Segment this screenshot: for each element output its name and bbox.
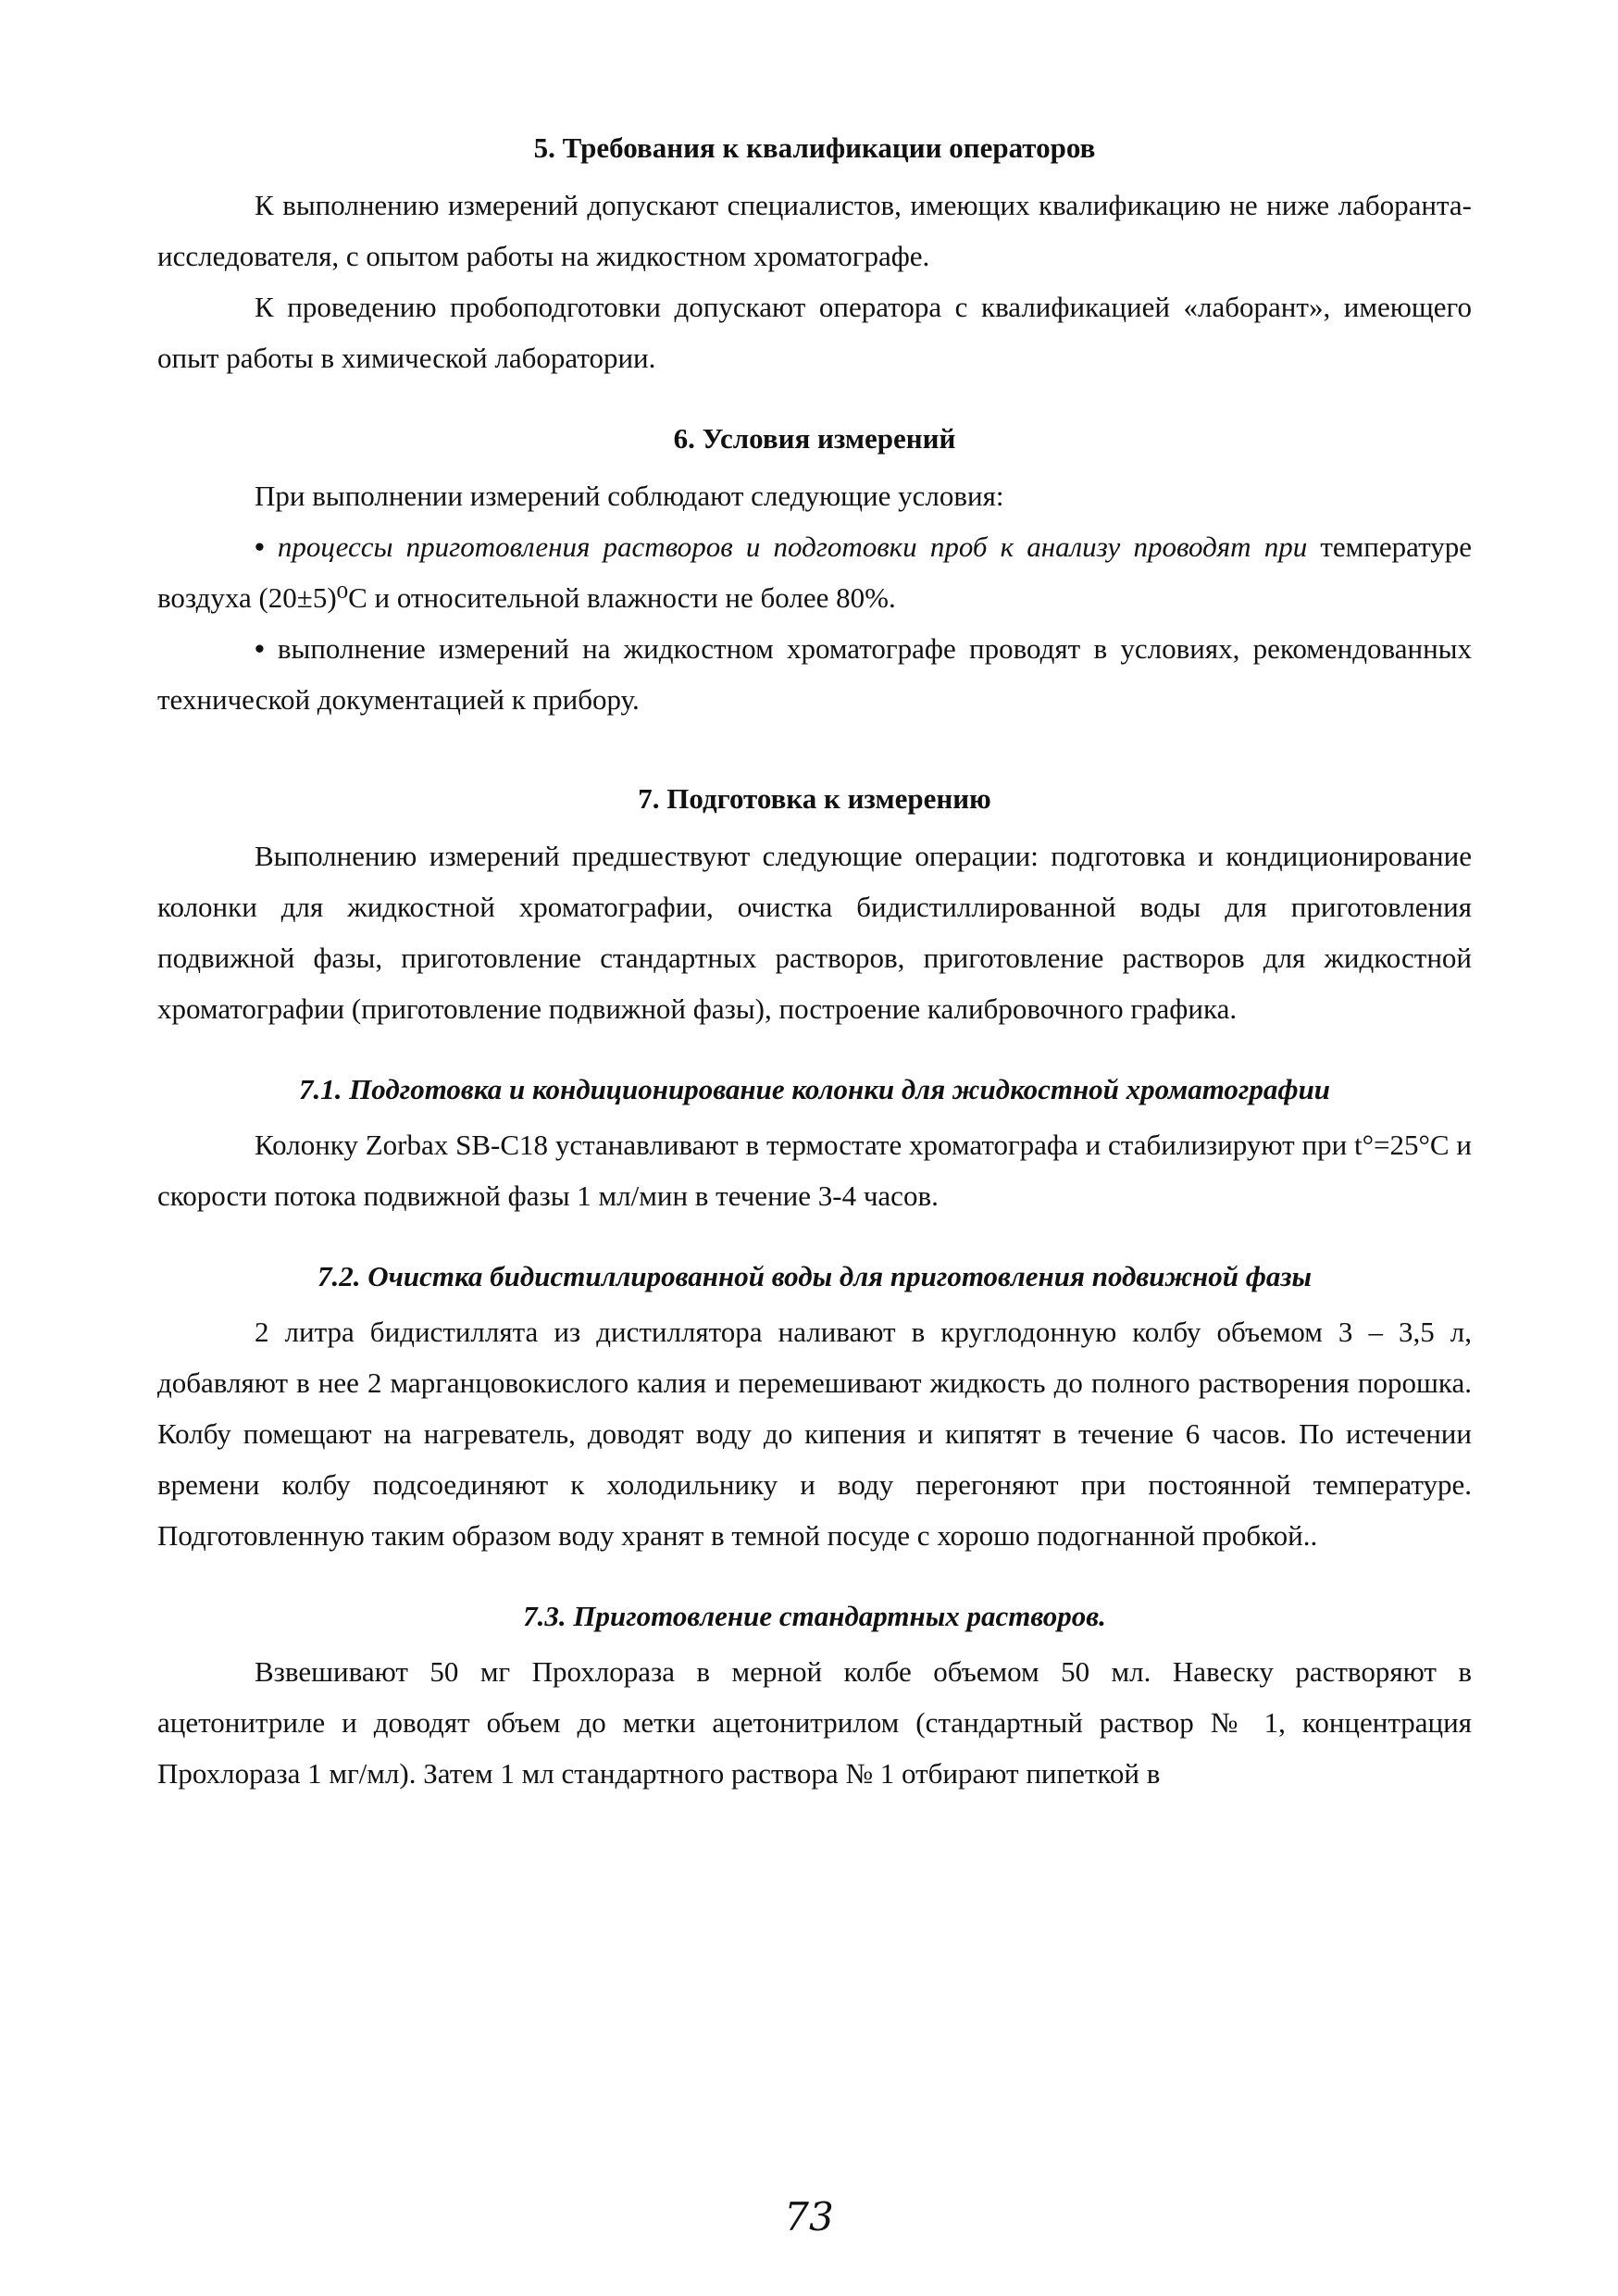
bullet-2-text: выполнение измерений на жидкостном хроматографе проводят в условиях, рекомендованных технической документацией к прибору.	[157, 632, 1472, 716]
section-5-heading: 5. Требования к квалификации операторов	[533, 131, 1096, 164]
bullet-icon: •	[255, 632, 265, 665]
section-6-heading: 6. Условия измерений	[673, 422, 956, 455]
section-7-paragraph-1: Выполнению измерений предшествуют следующие операции: подготовка и кондиционирование колонки для жидкостной хроматографии, очистка бидистиллированной воды для приготовления подвижной фазы, приготовление стандартных растворов, приготовление растворов для жидкостной хроматографии (приготовление подвижной фазы), построение калибровочного графика.	[157, 840, 1472, 1025]
section-7-2-paragraph-1: 2 литра бидистиллята из дистиллятора наливают в круглодонную колбу объемом 3 – 3,5 л, добавляют в нее 2 марганцовокислого калия и перемешивают жидкость до полного растворения порошка. Колбу помещают на нагреватель, доводят воду до кипения и кипятят в течение 6 часов. По истечении времени колбу подсоединяют к холодильнику и воду перегоняют при постоянной температуре. Подготовленную таким образом воду хранят в темной посуде с хорошо подогнанной пробкой..	[157, 1316, 1472, 1552]
bullet-1-text: температуре воздуха (20±5)⁰С и относительной влажности не более 80%.	[157, 530, 1472, 614]
section-5-paragraph-2: К проведению пробоподготовки допускают оператора с квалификацией «лаборант», имеющего опыт работы в химической лаборатории.	[157, 291, 1472, 374]
section-7-heading: 7. Подготовка к измерению	[638, 782, 991, 815]
bullet-icon: •	[255, 530, 265, 563]
section-7-3-heading: 7.3. Приготовление стандартных растворов.	[523, 1600, 1106, 1632]
section-6-bullet-1	[157, 521, 1472, 623]
section-6-bullet-2	[157, 623, 1472, 725]
page-number: 73	[784, 2194, 834, 2240]
section-7-3-paragraph-1: Взвешивают 50 мг Прохлораза в мерной колбе объемом 50 мл. Навеску растворяют в ацетонитриле и доводят объем до метки ацетонитрилом (стандартный раствор № 1, концентрация Прохлораза 1 мг/мл). Затем 1 мл стандартного раствора № 1 отбирают пипеткой в	[157, 1655, 1472, 1790]
section-7-1-heading: 7.1. Подготовка и кондиционирование колонки для жидкостной хроматографии	[298, 1073, 1331, 1105]
section-7-1-paragraph-1: Колонку Zorbax SB-C18 устанавливают в термостате хроматографа и стабилизируют при t°=25°С и скорости потока подвижной фазы 1 мл/мин в течение 3-4 часов.	[157, 1129, 1472, 1212]
section-5-paragraph-1: К выполнению измерений допускают специалистов, имеющих квалификацию не ниже лаборанта-исследователя, с опытом работы на жидкостном хроматографе.	[157, 189, 1472, 272]
page-content	[157, 130, 1472, 1799]
section-6-paragraph-1: При выполнении измерений соблюдают следующие условия:	[255, 480, 1004, 512]
bullet-1-italic-text: процессы приготовления растворов и подготовки проб к анализу проводят при	[277, 530, 1308, 563]
section-7-2-heading: 7.2. Очистка бидистиллированной воды для приготовления подвижной фазы	[317, 1260, 1313, 1292]
